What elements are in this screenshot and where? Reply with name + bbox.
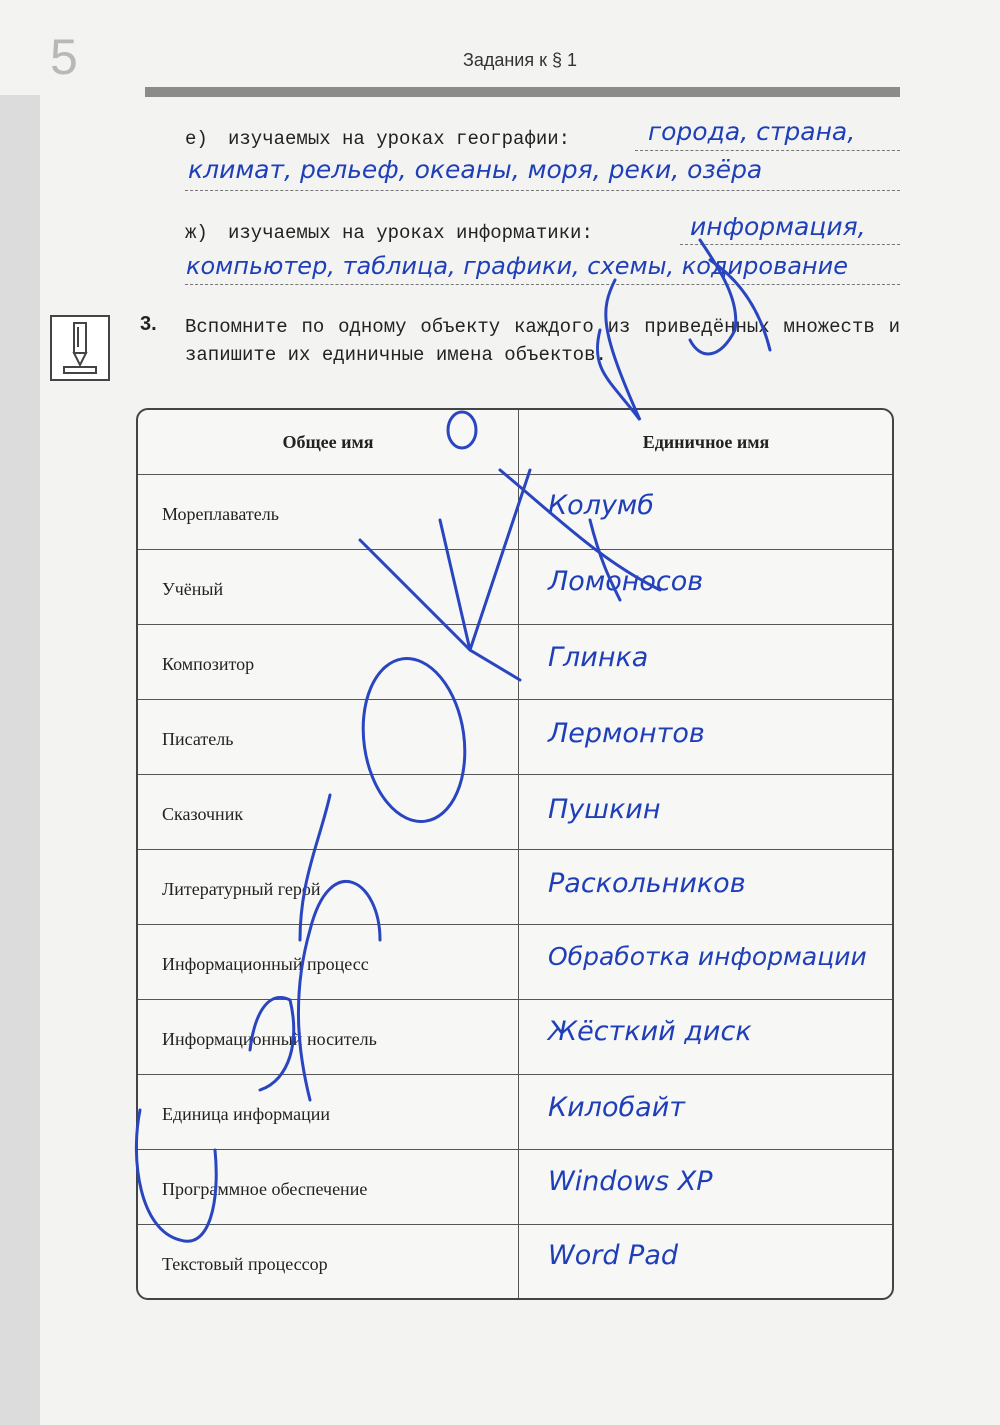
table-cell-single: Лермонтов	[548, 718, 705, 749]
header-single-name: Единичное имя	[642, 432, 770, 452]
item-zh-line1	[680, 244, 900, 245]
table-cell-single: Колумб	[548, 490, 654, 521]
answer-table	[136, 408, 894, 1300]
item-e-prefix: е)	[185, 128, 208, 150]
table-cell-general: Композитор	[162, 654, 255, 674]
row-divider	[138, 849, 892, 850]
column-divider	[518, 410, 519, 1298]
row-divider	[138, 474, 892, 475]
table-cell-general: Сказочник	[162, 804, 244, 824]
table-cell-general: Мореплаватель	[162, 504, 279, 524]
header-rule	[145, 87, 900, 97]
table-cell-single: Windows XP	[548, 1166, 713, 1197]
table-cell-single: Ломоносов	[548, 566, 704, 597]
row-divider	[138, 699, 892, 700]
page-header-title: Задания к § 1	[462, 50, 578, 70]
table-cell-general: Программное обеспечение	[162, 1179, 368, 1199]
margin-band	[0, 95, 40, 1425]
item-e-label: изучаемых на уроках географии:	[228, 128, 571, 150]
row-divider	[138, 1149, 892, 1150]
row-divider	[138, 774, 892, 775]
table-cell-single: Word Pad	[548, 1240, 679, 1271]
exercise-number: 3.	[140, 313, 157, 335]
item-zh-label: изучаемых на уроках информатики:	[228, 222, 593, 244]
item-zh-line2	[185, 284, 900, 285]
pencil-icon	[50, 315, 110, 381]
table-cell-single: Обработка информации	[548, 942, 867, 971]
row-divider	[138, 924, 892, 925]
row-divider	[138, 624, 892, 625]
page-number: 5	[50, 29, 78, 85]
table-cell-general: Учёный	[162, 579, 224, 599]
row-divider	[138, 1074, 892, 1075]
item-zh-answer2: компьютер, таблица, графики, схемы, кодирование	[186, 252, 848, 280]
table-cell-general: Информационный процесс	[162, 954, 369, 974]
row-divider	[138, 1224, 892, 1225]
row-divider	[138, 549, 892, 550]
item-e-line1	[635, 150, 900, 151]
table-cell-general: Писатель	[162, 729, 234, 749]
table-cell-general: Текстовый процессор	[162, 1254, 328, 1274]
header-general-name: Общее имя	[282, 432, 374, 452]
item-zh-prefix: ж)	[185, 222, 208, 244]
table-cell-single: Раскольников	[548, 868, 746, 899]
item-e-answer1: города, страна,	[648, 117, 856, 146]
item-e-line2	[185, 190, 900, 191]
table-cell-general: Литературный герой	[162, 879, 321, 899]
table-cell-single: Жёсткий диск	[548, 1016, 752, 1047]
table-cell-single: Глинка	[548, 642, 649, 673]
item-e-answer2: климат, рельеф, океаны, моря, реки, озёра	[188, 155, 763, 184]
table-cell-single: Пушкин	[548, 794, 661, 825]
item-zh-answer1: информация,	[690, 212, 866, 241]
row-divider	[138, 999, 892, 1000]
table-cell-single: Килобайт	[548, 1092, 685, 1123]
table-cell-general: Единица информации	[162, 1104, 330, 1124]
table-cell-general: Информационный носитель	[162, 1029, 377, 1049]
exercise-text: Вспомните по одному объекту каждого из приведённых множеств и запишите их единичные имена объектов.	[185, 316, 900, 366]
